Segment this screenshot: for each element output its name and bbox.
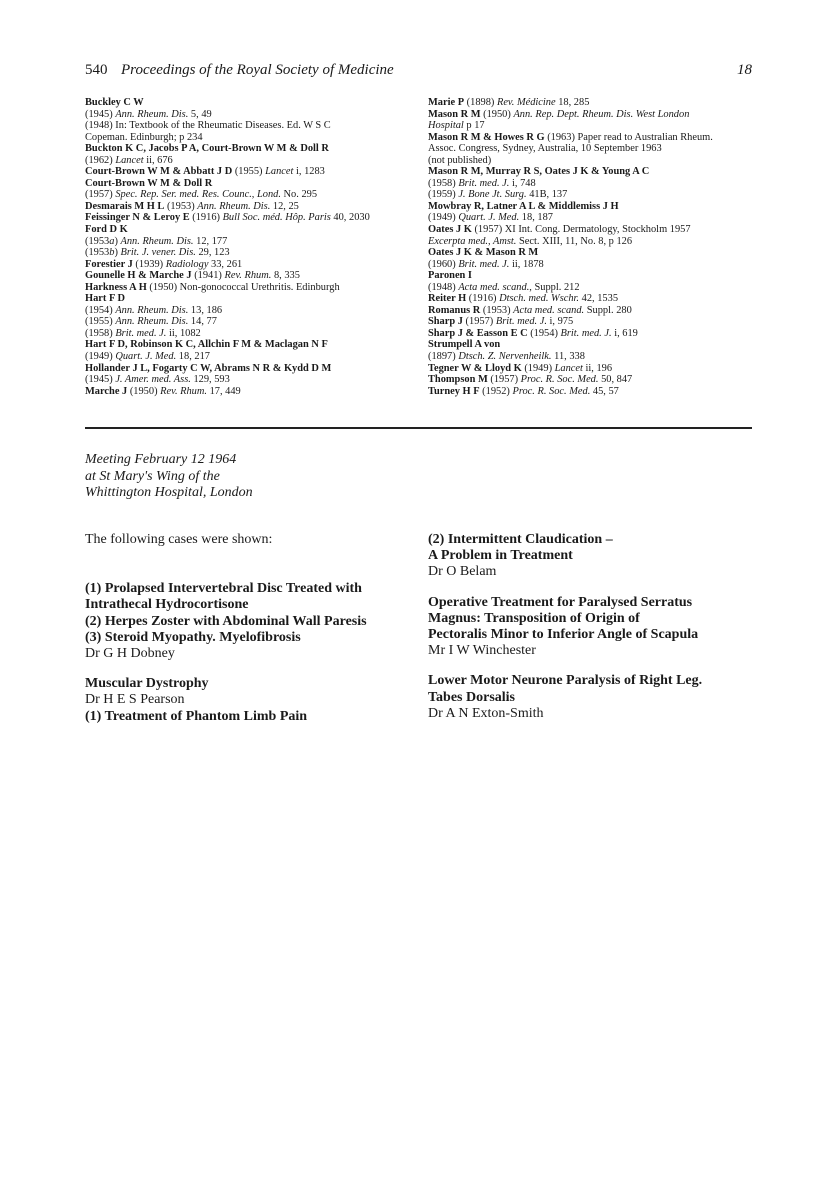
reference-line [85, 339, 400, 351]
reference-authors: Thompson M [428, 374, 488, 386]
reference-journal: Rev. Rhum. [224, 270, 272, 282]
reference-text: (1953 [85, 235, 110, 247]
reference-journal: Spec. Rep. Ser. med. Res. Counc., Lond. [115, 189, 281, 201]
reference-text: 18, 217 [176, 351, 210, 363]
reference-text: (1949) [428, 212, 459, 224]
reference-authors: Forestier J [85, 258, 133, 270]
reference-line [85, 305, 400, 317]
reference-text: 11, 338 [551, 351, 585, 363]
reference-journal: Rev. Rhum. [160, 385, 207, 397]
reference-journal: Ann. Rheum. Dis. [120, 235, 194, 247]
reference-journal: Quart. J. Med. [458, 212, 520, 224]
reference-text: 45, 57 [590, 385, 619, 397]
reference-line [85, 166, 400, 178]
reference-text: ii, 196 [582, 362, 613, 374]
reference-authors: Buckton K C, Jacobs P A, Court-Brown W M & Doll R [85, 143, 329, 155]
reference-journal: Proc. R. Soc. Med. [520, 374, 599, 386]
reference-journal: J. Bone Jt. Surg. [458, 189, 527, 201]
reference-authors: Oates J K [428, 224, 472, 236]
reference-journal: Dtsch. med. Wschr. [499, 293, 580, 305]
reference-line [428, 374, 758, 386]
reference-text: (1941) [191, 270, 225, 282]
references-left-column [85, 97, 400, 397]
reference-text: 129, 593 [190, 374, 230, 386]
reference-line [85, 282, 400, 294]
reference-line [428, 351, 758, 363]
reference-journal: Brit. med. J. [458, 258, 510, 270]
reference-authors: Harkness A H [85, 281, 147, 293]
reference-text: 5, 49 [188, 108, 212, 120]
reference-text: Sect. XIII, 11, No. 8, p 126 [516, 235, 633, 247]
reference-authors: Mason R M, Murray R S, Oates J K & Young A C [428, 166, 650, 178]
reference-authors: Gounelle H & Marche J [85, 270, 192, 282]
reference-text: ii, 1082 [166, 327, 201, 339]
reference-authors: Turney H F [428, 385, 480, 397]
reference-line [428, 328, 758, 340]
reference-text: 40, 2030 [330, 212, 370, 224]
reference-line [85, 143, 400, 155]
case-title: (2) Intermittent Claudication – [428, 532, 613, 547]
case-title: Tabes Dorsalis [428, 689, 516, 705]
reference-line [85, 236, 400, 248]
reference-journal: Ann. Rep. Dept. Rheum. Dis. West London [513, 108, 690, 120]
reference-line [428, 339, 758, 351]
reference-line [85, 132, 400, 144]
reference-authors: Court-Brown W M & Abbatt J D [85, 166, 233, 178]
reference-text: ) [114, 247, 121, 259]
case-presenter: Dr A N Exton-Smith [428, 705, 544, 721]
reference-text: 18, 187 [519, 212, 553, 224]
case-presenter: Dr G H Dobney [85, 646, 175, 662]
case-title: (3) Steroid Myopathy. Myelofibrosis [85, 629, 301, 645]
reference-text: 12, 177 [193, 235, 228, 247]
reference-text: Suppl. 280 [584, 304, 632, 316]
case-title: (2) Herpes Zoster with Abdominal Wall Paresis [85, 613, 367, 629]
reference-text: Assoc. Congress, Sydney, Australia, 10 September 1963 [428, 143, 662, 155]
reference-line [85, 212, 400, 224]
reference-line [85, 201, 400, 213]
reference-line [85, 259, 400, 271]
reference-line [428, 282, 758, 294]
reference-text: p 17 [463, 120, 485, 132]
section-divider [85, 427, 752, 429]
reference-text: 18, 285 [555, 97, 590, 108]
reference-text: 13, 186 [188, 304, 223, 316]
reference-text: i, 619 [611, 327, 638, 339]
reference-journal: Brit. med. J. [115, 327, 167, 339]
reference-text: (1953) [480, 304, 514, 316]
reference-journal: Ann. Rheum. Dis. [197, 200, 271, 212]
reference-text: (1955) [85, 316, 116, 328]
reference-journal: Acta med. scand. [513, 304, 585, 316]
reference-text: (1954) [85, 304, 116, 316]
reference-authors: Sharp J & Easson E C [428, 327, 528, 339]
page-number: 540 [85, 62, 108, 78]
reference-authors: Mowbray R, Latner A L & Middlemiss J H [428, 200, 619, 212]
reference-text: 33, 261 [208, 258, 243, 270]
page-header [85, 62, 752, 82]
reference-line [428, 132, 758, 144]
reference-text: ) [114, 235, 121, 247]
reference-line [85, 363, 400, 375]
reference-text: (1953 [85, 247, 110, 259]
reference-authors: Marche J [85, 385, 128, 397]
case-title: Muscular Dystrophy [85, 676, 209, 692]
reference-authors: Paronen I [428, 270, 472, 282]
reference-text: (1959) [428, 189, 459, 201]
reference-line [85, 178, 400, 190]
reference-line [428, 143, 758, 155]
case-title: Intrathecal Hydrocortisone [85, 597, 249, 613]
reference-authors: Strumpell A von [428, 339, 501, 351]
case-title: Lower Motor Neurone Paralysis of Right Leg. [428, 673, 703, 689]
reference-line [428, 155, 758, 167]
case-title: Pectoralis Minor to Inferior Angle of Scapula [428, 627, 699, 643]
reference-line [85, 270, 400, 282]
case-title: (1) Treatment of Phantom Limb Pain [85, 708, 308, 724]
reference-text: 42, 1535 [579, 293, 619, 305]
reference-journal: J. Amer. med. Ass. [115, 374, 191, 386]
reference-line [428, 270, 758, 282]
reference-text: (1954) [527, 327, 561, 339]
reference-text: (1948) In: Textbook of the Rheumatic Diseases. Ed. W S C [85, 120, 331, 132]
reference-line [85, 351, 400, 363]
reference-text: (1958) [85, 327, 116, 339]
reference-text: , Suppl. 212 [529, 281, 580, 293]
reference-journal: Radiology [165, 258, 209, 270]
reference-text: 17, 449 [206, 385, 241, 397]
reference-text: 8, 335 [271, 270, 300, 282]
reference-journal: Ann. Rheum. Dis. [115, 316, 189, 328]
reference-text: (1945) [85, 108, 116, 120]
reference-authors: Oates J K & Mason R M [428, 247, 539, 259]
reference-line [428, 363, 758, 375]
reference-journal: b [109, 247, 115, 259]
reference-line [428, 120, 758, 132]
reference-line [428, 224, 758, 236]
reference-authors: Romanus R [428, 304, 481, 316]
reference-line [85, 155, 400, 167]
reference-journal: Brit. med. J. [458, 177, 510, 189]
case-presenter: Dr H E S Pearson [85, 692, 185, 708]
reference-text: (1898) [464, 97, 497, 108]
meeting-date: Meeting February 12 1964 [85, 452, 237, 467]
reference-text: (1955) [232, 166, 266, 178]
reference-text: (1953) [164, 200, 198, 212]
reference-text: (1948) [428, 281, 459, 293]
reference-line [85, 316, 400, 328]
reference-authors: Ford D K [85, 224, 128, 236]
reference-text: (1957) XI Int. Cong. Dermatology, Stockholm 1957 [471, 224, 691, 236]
reference-line [85, 293, 400, 305]
reference-line [428, 201, 758, 213]
reference-text: 41B, 137 [526, 189, 568, 201]
meeting-heading [85, 452, 253, 502]
reference-line [428, 97, 758, 109]
reference-text: 12, 25 [270, 200, 299, 212]
reference-journal: a [109, 235, 115, 247]
reference-line [428, 386, 758, 398]
reference-text: 29, 123 [195, 247, 230, 259]
reference-line [428, 212, 758, 224]
reference-journal: Brit. J. vener. Dis. [120, 247, 196, 259]
reference-line [85, 120, 400, 132]
reference-journal: Brit. med. J. [495, 316, 547, 328]
reference-line [85, 374, 400, 386]
volume-number: 18 [737, 62, 752, 78]
case-title: A Problem in Treatment [428, 548, 573, 564]
reference-text: (1962) [85, 154, 116, 166]
cases-intro: The following cases were shown: [85, 532, 273, 547]
reference-authors: Mason R M & Howes R G [428, 131, 545, 143]
reference-line [85, 109, 400, 121]
reference-text: No. 295 [280, 189, 318, 201]
reference-text: (1939) [132, 258, 166, 270]
reference-text: (1957) [85, 189, 116, 201]
reference-journal: Lancet [115, 154, 144, 166]
reference-line [428, 189, 758, 201]
journal-title: Proceedings of the Royal Society of Medicine [121, 62, 394, 78]
references-right-column [428, 97, 758, 397]
reference-authors: Court-Brown W M & Doll R [85, 177, 213, 189]
reference-line [428, 178, 758, 190]
case-title: Magnus: Transposition of Origin of [428, 610, 640, 626]
reference-authors: Hart F D [85, 293, 126, 305]
reference-authors: Feissinger N & Leroy E [85, 212, 190, 224]
reference-journal: Quart. J. Med. [115, 351, 177, 363]
reference-text: (1950) [127, 385, 161, 397]
reference-text: (1949) [521, 362, 555, 374]
cases-left-column [85, 532, 405, 725]
reference-text: (1949) [85, 351, 116, 363]
reference-text: (1963) Paper read to Australian Rheum. [544, 131, 713, 143]
reference-authors: Hollander J L, Fogarty C W, Abrams N R & Kydd D M [85, 362, 332, 374]
reference-line [85, 247, 400, 259]
reference-authors: Reiter H [428, 293, 467, 305]
reference-text: ii, 1878 [509, 258, 544, 270]
reference-journal: Brit. med. J. [560, 327, 612, 339]
reference-text: ii, 676 [143, 154, 173, 166]
reference-text: (1957) [487, 374, 521, 386]
reference-journal: Dtsch. Z. Nervenheilk. [458, 351, 552, 363]
reference-line [428, 236, 758, 248]
reference-text: (1950) Non-gonococcal Urethritis. Edinburgh [146, 281, 340, 293]
reference-line [85, 386, 400, 398]
reference-text: (1950) [480, 108, 514, 120]
reference-text: i, 748 [509, 177, 536, 189]
reference-journal: Bull Soc. méd. Hôp. Paris [222, 212, 331, 224]
reference-text: (1952) [479, 385, 513, 397]
reference-text: (1897) [428, 351, 459, 363]
reference-authors: Desmarais M H L [85, 200, 165, 212]
reference-text: i, 975 [546, 316, 574, 328]
reference-journal: Lancet [554, 362, 583, 374]
reference-line [85, 224, 400, 236]
reference-line [428, 316, 758, 328]
reference-line [85, 189, 400, 201]
reference-text: (1916) [466, 293, 500, 305]
reference-journal: Ann. Rheum. Dis. [115, 108, 189, 120]
reference-text: (1957) [462, 316, 496, 328]
reference-authors: Hart F D, Robinson K C, Allchin F M & Maclagan N F [85, 339, 328, 351]
case-presenter: Mr I W Winchester [428, 643, 536, 659]
reference-journal: Hospital [428, 120, 464, 132]
reference-line [85, 328, 400, 340]
meeting-venue: at St Mary's Wing of the [85, 468, 220, 484]
reference-text: 50, 847 [598, 374, 633, 386]
reference-journal: Rev. Médicine [496, 97, 556, 108]
reference-journal: Acta med. scand. [458, 281, 530, 293]
reference-journal: Lancet [265, 166, 294, 178]
reference-authors: Tegner W & Lloyd K [428, 362, 522, 374]
reference-text: (1958) [428, 177, 459, 189]
reference-text: i, 1283 [293, 166, 325, 178]
reference-line [428, 109, 758, 121]
reference-text: (1960) [428, 258, 459, 270]
cases-right-column [428, 532, 758, 722]
reference-authors: Sharp J [428, 316, 463, 328]
meeting-location: Whittington Hospital, London [85, 485, 253, 500]
reference-journal: Ann. Rheum. Dis. [115, 304, 189, 316]
case-title: Operative Treatment for Paralysed Serratus [428, 594, 693, 610]
reference-text: 14, 77 [188, 316, 217, 328]
reference-authors: Marie P [428, 97, 465, 108]
reference-line [428, 166, 758, 178]
reference-line [428, 259, 758, 271]
reference-journal: Proc. R. Soc. Med. [512, 385, 591, 397]
reference-journal: Excerpta med., Amst. [428, 235, 517, 247]
reference-text: (1916) [189, 212, 223, 224]
reference-authors: Mason R M [428, 108, 481, 120]
reference-authors: Buckley C W [85, 97, 144, 108]
reference-text: Copeman. Edinburgh; p 234 [85, 131, 203, 143]
case-presenter: Dr O Belam [428, 564, 497, 580]
reference-line [428, 305, 758, 317]
reference-text: (1945) [85, 374, 116, 386]
reference-line [428, 247, 758, 259]
case-title: (1) Prolapsed Intervertebral Disc Treated with [85, 581, 362, 597]
reference-line [428, 293, 758, 305]
reference-text: (not published) [428, 154, 492, 166]
reference-line [85, 97, 400, 109]
